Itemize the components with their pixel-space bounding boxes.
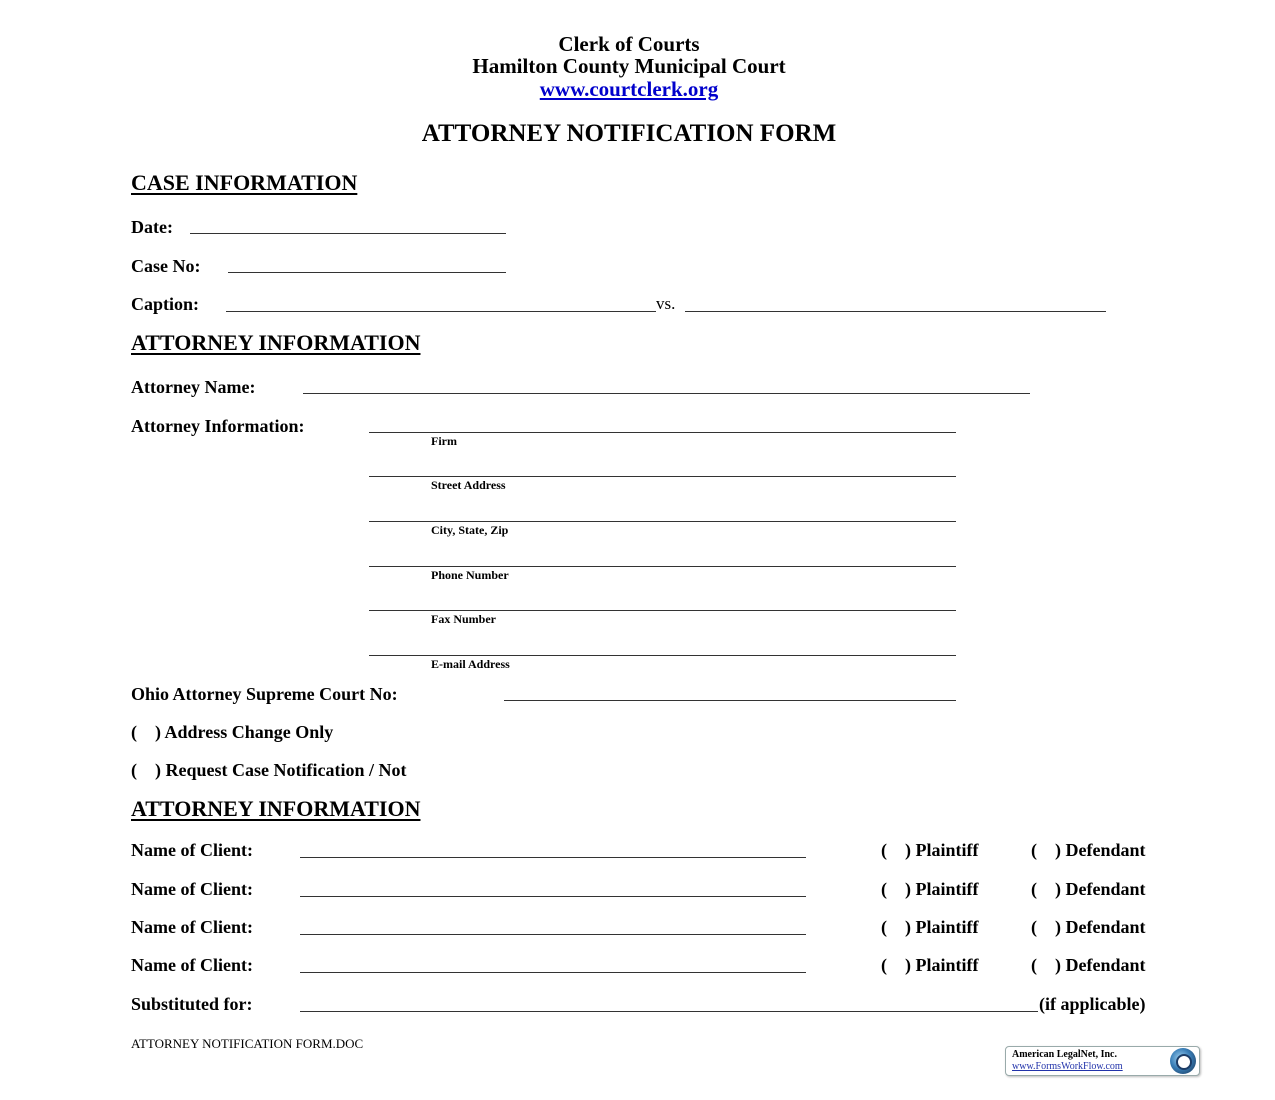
client-2-defendant-checkbox[interactable]: ( ) bbox=[1031, 879, 1061, 899]
client-3-name-field[interactable] bbox=[300, 934, 806, 935]
client-2-defendant-option[interactable] bbox=[1031, 879, 1146, 899]
caption-right-field[interactable] bbox=[685, 311, 1106, 312]
client-3-defendant-option[interactable] bbox=[1031, 917, 1146, 937]
american-legalnet-badge[interactable] bbox=[1005, 1046, 1200, 1076]
client-2-plaintiff-option[interactable] bbox=[881, 879, 979, 899]
email-address-field[interactable] bbox=[369, 655, 956, 656]
client-2-defendant-label: Defendant bbox=[1065, 879, 1146, 899]
fax-number-field[interactable] bbox=[369, 610, 956, 611]
section-heading-case-information: CASE INFORMATION bbox=[131, 170, 358, 195]
client-4-plaintiff-label: Plaintiff bbox=[915, 955, 979, 975]
street-address-sublabel: Street Address bbox=[431, 478, 506, 492]
client-4-label: Name of Client: bbox=[131, 955, 253, 975]
globe-logo-icon bbox=[1170, 1048, 1196, 1074]
website-link[interactable]: www.courtclerk.org bbox=[539, 77, 719, 101]
substituted-for-field[interactable] bbox=[300, 1011, 1038, 1012]
client-3-plaintiff-label: Plaintiff bbox=[915, 917, 979, 937]
header-website-row bbox=[0, 78, 1258, 100]
supreme-court-no-label: Ohio Attorney Supreme Court No: bbox=[131, 684, 398, 704]
if-applicable-note: (if applicable) bbox=[1039, 994, 1146, 1014]
badge-company-name: American LegalNet, Inc. bbox=[1012, 1049, 1117, 1060]
option-request-notification[interactable] bbox=[131, 760, 406, 780]
client-2-name-field[interactable] bbox=[300, 896, 806, 897]
date-label: Date: bbox=[131, 217, 173, 237]
address-change-checkbox[interactable]: ( ) bbox=[131, 722, 161, 742]
attorney-name-field[interactable] bbox=[303, 393, 1030, 394]
client-3-defendant-label: Defendant bbox=[1065, 917, 1146, 937]
request-notification-checkbox[interactable]: ( ) bbox=[131, 760, 161, 780]
client-1-plaintiff-checkbox[interactable]: ( ) bbox=[881, 840, 911, 860]
client-4-defendant-checkbox[interactable]: ( ) bbox=[1031, 955, 1061, 975]
client-4-defendant-option[interactable] bbox=[1031, 955, 1146, 975]
firm-sublabel: Firm bbox=[431, 434, 457, 448]
phone-number-field[interactable] bbox=[369, 566, 956, 567]
caption-label: Caption: bbox=[131, 294, 200, 314]
client-2-label: Name of Client: bbox=[131, 879, 253, 899]
caption-vs: vs. bbox=[656, 294, 676, 313]
form-title: ATTORNEY NOTIFICATION FORM bbox=[421, 120, 837, 147]
client-1-defendant-label: Defendant bbox=[1065, 840, 1146, 860]
client-4-defendant-label: Defendant bbox=[1065, 955, 1146, 975]
section-heading-attorney-information: ATTORNEY INFORMATION bbox=[131, 330, 421, 355]
client-1-plaintiff-label: Plaintiff bbox=[915, 840, 979, 860]
attorney-name-label: Attorney Name: bbox=[131, 377, 256, 397]
client-1-name-field[interactable] bbox=[300, 857, 806, 858]
client-3-label: Name of Client: bbox=[131, 917, 253, 937]
fax-number-sublabel: Fax Number bbox=[431, 612, 496, 626]
caption-left-field[interactable] bbox=[226, 311, 656, 312]
client-3-defendant-checkbox[interactable]: ( ) bbox=[1031, 917, 1061, 937]
address-change-label: Address Change Only bbox=[164, 722, 334, 742]
client-4-plaintiff-checkbox[interactable]: ( ) bbox=[881, 955, 911, 975]
badge-url-link[interactable]: www.FormsWorkFlow.com bbox=[1012, 1061, 1123, 1072]
header-court-name: Hamilton County Municipal Court bbox=[472, 54, 786, 78]
client-1-label: Name of Client: bbox=[131, 840, 253, 860]
client-1-plaintiff-option[interactable] bbox=[881, 840, 979, 860]
substituted-for-label: Substituted for: bbox=[131, 994, 253, 1014]
request-notification-label: Request Case Notification / Not bbox=[165, 760, 407, 780]
phone-number-sublabel: Phone Number bbox=[431, 568, 509, 582]
client-4-plaintiff-option[interactable] bbox=[881, 955, 979, 975]
client-1-defendant-option[interactable] bbox=[1031, 840, 1146, 860]
footer-filename: ATTORNEY NOTIFICATION FORM.DOC bbox=[131, 1036, 364, 1051]
client-2-plaintiff-checkbox[interactable]: ( ) bbox=[881, 879, 911, 899]
email-address-sublabel: E-mail Address bbox=[431, 657, 510, 671]
street-address-field[interactable] bbox=[369, 476, 956, 477]
client-4-name-field[interactable] bbox=[300, 972, 806, 973]
date-field[interactable] bbox=[190, 233, 506, 234]
firm-field[interactable] bbox=[369, 432, 956, 433]
case-no-field[interactable] bbox=[228, 272, 506, 273]
option-address-change[interactable] bbox=[131, 722, 333, 742]
client-1-defendant-checkbox[interactable]: ( ) bbox=[1031, 840, 1061, 860]
supreme-court-no-field[interactable] bbox=[504, 700, 956, 701]
case-no-label: Case No: bbox=[131, 256, 201, 276]
client-2-plaintiff-label: Plaintiff bbox=[915, 879, 979, 899]
header-clerk-of-courts: Clerk of Courts bbox=[558, 32, 700, 56]
client-3-plaintiff-checkbox[interactable]: ( ) bbox=[881, 917, 911, 937]
city-state-zip-field[interactable] bbox=[369, 521, 956, 522]
attorney-info-label: Attorney Information: bbox=[131, 416, 305, 436]
client-3-plaintiff-option[interactable] bbox=[881, 917, 979, 937]
city-state-zip-sublabel: City, State, Zip bbox=[431, 523, 509, 537]
section-heading-client-information: ATTORNEY INFORMATION bbox=[131, 796, 421, 821]
